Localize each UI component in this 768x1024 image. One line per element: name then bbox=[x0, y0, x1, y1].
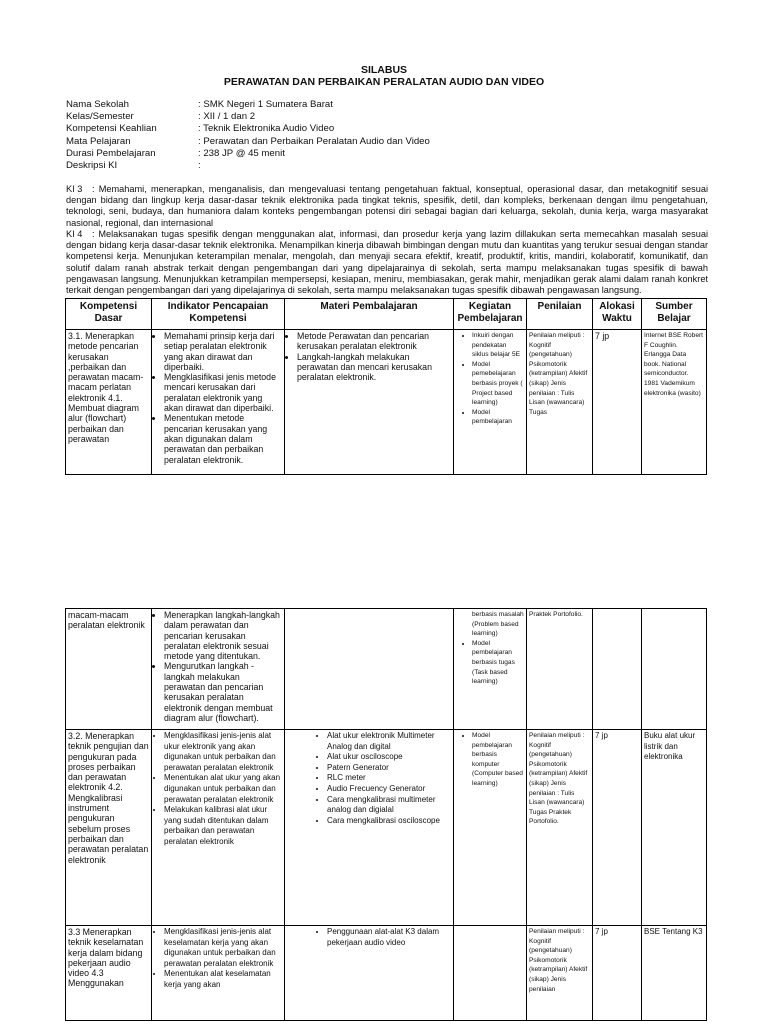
header-materi: Materi Pembalajaran bbox=[285, 299, 454, 330]
list-item: • Patern Generator bbox=[327, 763, 451, 774]
list-item: • Metode Perawatan dan pencarian kerusakan peralatan elektronik bbox=[297, 331, 451, 352]
table-row bbox=[66, 330, 707, 475]
cell-penilaian: Penilaian meliputi : Kognitif (pengetahuan) Psikomotorik (ketrampilan) Afektif (sikap) Jenis penilaian bbox=[527, 926, 593, 1021]
table-row bbox=[66, 730, 707, 926]
bullet-list bbox=[456, 731, 524, 789]
ki3-paragraph bbox=[66, 184, 708, 229]
cell-indikator bbox=[152, 609, 285, 730]
list-item: • Mengklasifikasi jenis-jenis alat keselamatan kerja yang akan digunakan untuk perbaikan dan perawatan peralatan elektronik bbox=[164, 927, 282, 969]
cell-materi bbox=[285, 330, 454, 475]
cell-indikator bbox=[152, 730, 285, 926]
cell-kd: macam-macam peralatan elektronik bbox=[66, 609, 152, 730]
cell-kd: 3.3 Menerapkan teknik keselamatan kerja dalam bidang pekerjaan audio video 4.3 Menggunakan bbox=[66, 926, 152, 1021]
cell-indikator bbox=[152, 926, 285, 1021]
list-item: • Mengklasifikasi jenis metode mencari kerusakan dari peralatan elektronik yang akan dirawat dan diperbaiki. bbox=[164, 372, 282, 413]
cell-indikator bbox=[152, 330, 285, 475]
list-item: • Cara mengkalibrasi osciloscope bbox=[327, 816, 451, 827]
cell-alokasi: 7 jp bbox=[593, 730, 642, 926]
list-item: • Mengklasifikasi jenis-jenis alat ukur elektronik yang akan digunakan untuk perbaikan dan perawatan peralatan elektronik bbox=[164, 731, 282, 773]
list-item: • Model pemebelajaran berbasis proyek ( Project based learning) bbox=[472, 360, 524, 408]
cell-materi bbox=[285, 926, 454, 1021]
table-row bbox=[66, 926, 707, 1021]
ki3-lead: KI 3 bbox=[66, 184, 83, 194]
bullet-list bbox=[287, 927, 451, 948]
document-title bbox=[0, 64, 768, 88]
cell-sumber bbox=[642, 609, 707, 730]
identity-label: Nama Sekolah bbox=[66, 99, 129, 110]
table-header-row bbox=[66, 299, 707, 330]
identity-row bbox=[66, 136, 430, 148]
identity-label: Kompetensi Keahlian bbox=[66, 123, 157, 135]
identity-label: Kelas/Semester bbox=[66, 111, 134, 123]
identity-value: : SMK Negeri 1 Sumatera Barat bbox=[198, 99, 333, 110]
bullet-list bbox=[456, 639, 524, 687]
bullet-list bbox=[287, 331, 451, 382]
title-silabus: SILABUS bbox=[360, 64, 408, 76]
header-kompetensi-dasar: Kompetensi Dasar bbox=[66, 299, 152, 330]
list-item: • Mengurutkan langkah - langkah melakukan perawatan dan pencarian kerusakan peralatan elektronik dengan membuat diagram alur (flowchart). bbox=[164, 661, 282, 723]
list-item: • Inkuiri dengan pendekatan siklus belajar 5E bbox=[472, 331, 524, 360]
syllabus-table-page2 bbox=[65, 608, 707, 1021]
list-item: • Model pembelajaran berbasis tugas (Task based learning) bbox=[472, 639, 524, 687]
header-sumber: Sumber Belajar bbox=[642, 299, 707, 330]
list-item: • Langkah-langkah melakukan perawatan dan mencari kerusakan peralatan elektronik. bbox=[297, 352, 451, 383]
header-penilaian: Penilaian bbox=[527, 299, 593, 330]
cell-kegiatan bbox=[454, 730, 527, 926]
ki3-text: : Memahami, menerapkan, menganalisis, dan mengevaluasi tentang pengetahuan faktual, konseptual, operasional dasar, dan metakognitif sesuai dengan bidang dan lingkup kerja dasar-dasar teknik elektronika pada tingkat teknis, spesifik, detil, dan kompleks, berkenaan dengan ilmu pengetahuan, teknologi, seni, budaya, dan humaniora dalam konteks pengembangan potensi diri sebagai bagian dari keluarga, sekolah, dunia kerja, warga masyarakat nasional, regional, dan internasional bbox=[66, 184, 708, 228]
cell-penilaian: Praktek Portofolio. bbox=[527, 609, 593, 730]
cell-materi bbox=[285, 609, 454, 730]
bullet-list bbox=[154, 331, 282, 465]
list-item: • Cara mengkalibrasi multimeter analog dan digialal bbox=[327, 795, 451, 816]
list-item: • Memahami prinsip kerja dari setiap peralatan elektronik yang akan dirawat dan diperbaiki. bbox=[164, 331, 282, 372]
identity-value: : bbox=[198, 160, 201, 172]
syllabus-table-page1 bbox=[65, 298, 707, 475]
cell-kegiatan bbox=[454, 926, 527, 1021]
cell-sumber: Buku alat ukur listrik dan elektronika bbox=[642, 730, 707, 926]
list-item: • Menentukan alat keselamatan kerja yang akan bbox=[164, 969, 282, 990]
header-kegiatan: Kegiatan Pembelajaran bbox=[454, 299, 527, 330]
title-subject: PERAWATAN DAN PERBAIKAN PERALATAN AUDIO DAN VIDEO bbox=[223, 76, 545, 88]
cell-penilaian: Penilaian meliputi : Kognitif (pengetahuan) Psikomotorik (ketrampilan) Afektif (sikap) Jenis penilaian : Tulis Lisan (wawancara) Tugas bbox=[527, 330, 593, 475]
cell-kd: 3.2. Menerapkan teknik pengujian dan pengukuran pada proses perbaikan dan perawatan elektronik 4.2. Mengkalibrasi instrument pengukuran sebelum proses perbaikan dan perawatan peralatan elektronik bbox=[66, 730, 152, 926]
ki4-text: : Melaksanakan tugas spesifik dengan menggunakan alat, informasi, dan prosedur kerja yang lazim dillakukan serta memecahkan masalah sesuai dengan bidang kerja dasar-dasar teknik elektronika. Menampilkan kinerja dibawah bimbingan dengan mutu dan kuantitas yang terukur sesuai dengan standar kompetensi kerja. Menunjukan keterampilan menalar, mengolah, dan menyaji secara efektif, kreatif, produktif, kritis, mandiri, kolaboratif, komunikatif, dan solutif dalam ranah abstrak terkait dengan pengembangan dari yang dipelajarainya di sekolah, serta mampu melaksanakan tugas spesifik di bawah pengawasan langsung. Menunjukkan ketrampilan mempersepsi, kesiapan, meniru, membiasakan, gerak mahir, menjadikan gerak alami dalam ranah konkret terkait dengan pengembangan dari yang dipelajarinya di sekolah, serta mampu melaksanakan tugas spesifik dibawah pengawasan langsung. bbox=[66, 229, 708, 296]
identity-row bbox=[66, 123, 430, 135]
header-alokasi: Alokasi Waktu bbox=[593, 299, 642, 330]
list-item: • Alat ukur elektronik Multimeter Analog dan digital bbox=[327, 731, 451, 752]
identity-label: Mata Pelajaran bbox=[66, 135, 131, 147]
identity-value: : Teknik Elektronika Audio Video bbox=[198, 123, 335, 135]
cell-kegiatan bbox=[454, 609, 527, 730]
table-row bbox=[66, 609, 707, 730]
bullet-list bbox=[456, 331, 524, 427]
identity-label: Deskripsi KI bbox=[66, 160, 118, 172]
cell-alokasi bbox=[593, 609, 642, 730]
cell-alokasi: 7 jp bbox=[593, 330, 642, 475]
list-item: • Menentukan metode pencarian kerusakan yang akan digunakan dalam perawatan dan perbaikan peralatan elektronik. bbox=[164, 413, 282, 464]
list-item: • Model pembelajaran berbasis komputer (Computer based learning) bbox=[472, 731, 524, 789]
bullet-list bbox=[154, 610, 282, 723]
list-item: • Alat ukur osciloscope bbox=[327, 752, 451, 763]
bullet-list bbox=[154, 731, 282, 848]
kegiatan-continuation: berbasis masalah (Problem based learning) bbox=[472, 611, 524, 638]
identity-row bbox=[66, 160, 430, 172]
identity-value: : Perawatan dan Perbaikan Peralatan Audio dan Video bbox=[198, 135, 430, 147]
ki4-lead: KI 4 bbox=[66, 229, 83, 239]
cell-alokasi: 7 jp bbox=[593, 926, 642, 1021]
list-item: • Penggunaan alat-alat K3 dalam pekerjaan audio video bbox=[327, 927, 451, 948]
identity-value: : XII / 1 dan 2 bbox=[198, 111, 256, 123]
identity-value: : 238 JP @ 45 menit bbox=[198, 147, 285, 159]
cell-sumber: BSE Tentang K3 bbox=[642, 926, 707, 1021]
identity-row bbox=[66, 111, 430, 123]
identity-row bbox=[66, 148, 430, 160]
bullet-list bbox=[154, 927, 282, 991]
list-item: • Model pembelajaran bbox=[472, 408, 524, 427]
list-item: • Melakukan kalibrasi alat ukur yang sudah ditentukan dalam perbaikan dan perawatan peralatan elektronik bbox=[164, 805, 282, 847]
cell-sumber: Internet BSE Robert F Coughlin. Erlangga Data book. National semiconductor. 1981 Vademikum elektronika (wasito) bbox=[642, 330, 707, 475]
cell-materi bbox=[285, 730, 454, 926]
cell-kd: 3.1. Menerapkan metode pencarian kerusakan ,perbaikan dan perawatan macam-macam perlatan elektronik 4.1. Membuat diagram alur (flowchart) perbaikan dan perawatan bbox=[66, 330, 152, 475]
list-item: • Menerapkan langkah-langkah dalam perawatan dan pencarian kerusakan peralatan elektronik sesuai metode yang ditentukan. bbox=[164, 610, 282, 661]
cell-penilaian: Penilaian meliputi : Kognitif (pengetahuan) Psikomotorik (ketrampilan) Afektif (sikap) Jenis penilaian : Tulis Lisan (wawancara) Tugas Praktek Portofolio. bbox=[527, 730, 593, 926]
header-indikator: Indikator Pencapaian Kompetensi bbox=[152, 299, 285, 330]
identity-block bbox=[66, 99, 430, 172]
identity-row bbox=[66, 99, 430, 111]
list-item: • Audio Frecuency Generator bbox=[327, 784, 451, 795]
list-item: • Menentukan alat ukur yang akan digunakan untuk perbaikan dan perawatan peralatan elektronik bbox=[164, 773, 282, 805]
list-item: • RLC meter bbox=[327, 773, 451, 784]
ki4-paragraph bbox=[66, 229, 708, 296]
cell-kegiatan bbox=[454, 330, 527, 475]
identity-label: Durasi Pembelajaran bbox=[66, 147, 156, 159]
bullet-list bbox=[287, 731, 451, 826]
